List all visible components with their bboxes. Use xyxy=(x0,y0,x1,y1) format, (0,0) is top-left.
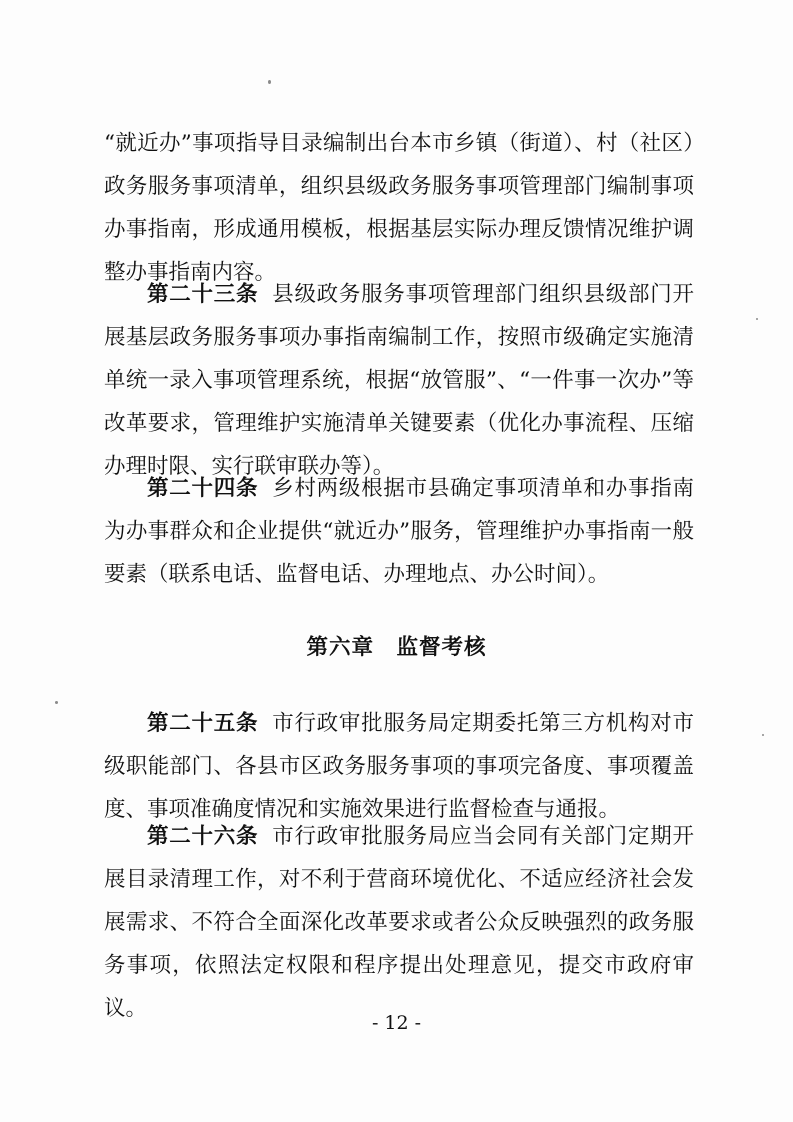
article-26-heading: 第二十六条 xyxy=(147,824,259,849)
page-number: - 12 - xyxy=(371,1012,422,1034)
paragraph-continued: “就近办”事项指导目录编制出台本市乡镇（街道）、村（社区）政务服务事项清单，组织县级政务服务事项管理部门编制事项办事指南，形成通用模板，根据基层实际办理反馈情况维护调整办事指南内容。 xyxy=(104,131,694,285)
article-25 xyxy=(104,702,694,831)
chapter-title: 第六章 监督考核 xyxy=(306,635,487,660)
scan-speck xyxy=(55,701,58,704)
scan-speck xyxy=(762,734,764,736)
article-25-body: 市行政审批服务局定期委托第三方机构对市级职能部门、各县市区政务服务事项的事项完备度、事项覆盖度、事项准确度情况和实施效果进行监督检查与通报。 xyxy=(104,711,694,822)
article-25-heading: 第二十五条 xyxy=(147,711,259,736)
article-23 xyxy=(104,273,694,488)
article-26 xyxy=(104,815,694,1030)
article-23-heading: 第二十三条 xyxy=(147,282,259,307)
article-23-body: 县级政务服务事项管理部门组织县级部门开展基层政务服务事项办事指南编制工作，按照市级确定实施清单统一录入事项管理系统，根据“放管服”、“一件事一次办”等改革要求，管理维护实施清单关键要素（优化办事流程、压缩办理时限、实行联审联办等）。 xyxy=(104,282,694,479)
scan-speck xyxy=(268,80,271,84)
article-24 xyxy=(104,467,694,596)
article-26-body: 市行政审批服务局应当会同有关部门定期开展目录清理工作，对不利于营商环境优化、不适应经济社会发展需求、不符合全面深化改革要求或者公众反映强烈的政务服务事项，依照法定权限和程序提出处理意见，提交市政府审议。 xyxy=(104,824,694,1021)
article-24-body: 乡村两级根据市县确定事项清单和办事指南为办事群众和企业提供“就近办”服务，管理维护办事指南一般要素（联系电话、监督电话、办理地点、办公时间）。 xyxy=(104,476,694,587)
article-24-heading: 第二十四条 xyxy=(147,476,259,501)
scan-speck xyxy=(756,318,758,320)
